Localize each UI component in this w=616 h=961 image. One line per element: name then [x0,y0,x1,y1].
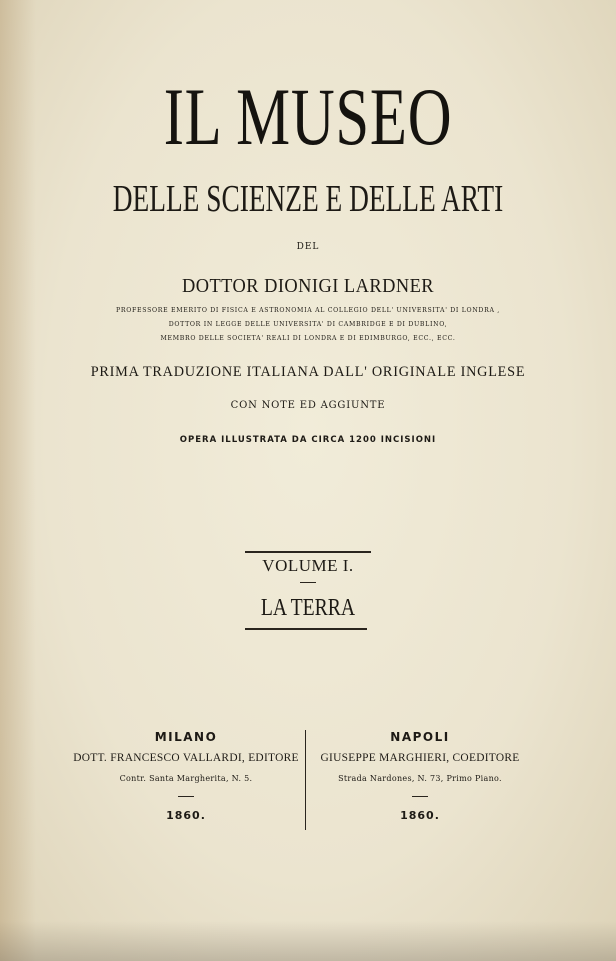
short-divider [300,582,316,583]
page-edge-shadow [0,0,36,961]
publication-year: 1860. [400,809,440,822]
publisher-address: Contr. Santa Margherita, N. 5. [119,774,253,783]
volume-number: VOLUME I. [262,556,354,575]
publisher-name: GIUSEPPE MARGHIERI, COEDITORE [320,750,520,764]
publisher-napoli [310,730,530,822]
volume-subject: LA TERRA [260,595,356,621]
book-title: IL MUSEO [163,71,453,162]
publisher-city: NAPOLI [390,730,450,744]
publisher-divider [305,730,306,830]
publisher-name: DOTT. FRANCESCO VALLARDI, EDITORE [73,750,299,764]
publisher-address: Strada Nardones, N. 73, Primo Piano. [338,774,502,783]
author-credential: DOTTOR IN LEGGE DELLE UNIVERSITA' DI CAMBRIDGE E DI DUBLINO, [168,321,448,328]
by-word: DEL [296,242,320,252]
author-name: DOTTOR DIONIGI LARDNER [181,275,435,297]
notes-line: CON NOTE ED AGGIUNTE [230,400,386,411]
publisher-milano [62,730,310,822]
author-credential: MEMBRO DELLE SOCIETA' REALI DI LONDRA E DI EDIMBURGO, ECC., ECC. [160,335,456,342]
publisher-city: MILANO [154,730,218,744]
rule-below-subject [245,628,367,630]
illustrations-line: OPERA ILLUSTRATA DA CIRCA 1200 INCISIONI [179,435,437,445]
book-subtitle: DELLE SCIENZE E DELLE ARTI [112,178,504,220]
author-credential: PROFESSORE EMERITO DI FISICA E ASTRONOMIA AL COLLEGIO DELL' UNIVERSITA' DI LONDRA , [116,307,500,314]
publisher-dash [178,796,194,797]
publisher-dash [412,796,428,797]
publication-year: 1860. [166,809,206,822]
page-bottom-shadow [0,921,616,961]
translation-note: PRIMA TRADUZIONE ITALIANA DALL' ORIGINALE INGLESE [90,364,526,380]
rule-above-volume [245,551,371,553]
